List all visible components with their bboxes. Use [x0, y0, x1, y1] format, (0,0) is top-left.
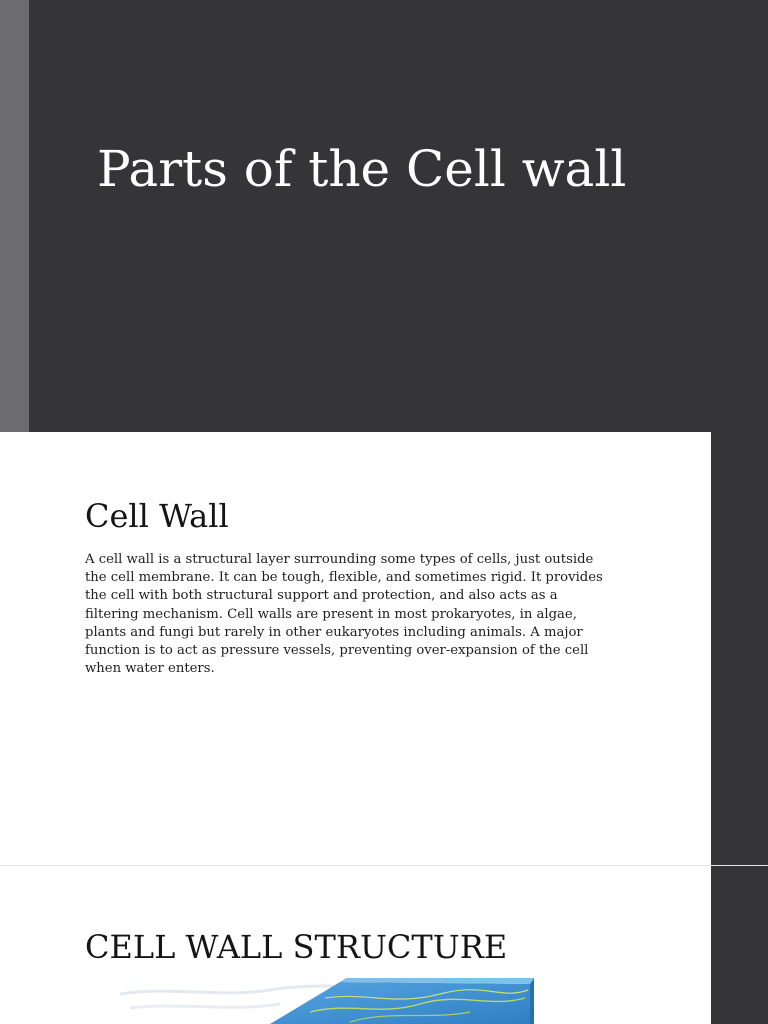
slide-body-text: A cell wall is a structural layer surrounding some types of cells, just outside the cell membrane. It can be tough, flexible, and sometimes rigid. It provides the cell with both structural support and protection, and also acts as a filtering mechanism. Cell walls are present in most prokaryotes, in algae, plants and fungi but rarely in other eukaryotes including animals. A major function is to act as pressure vessels, preventing over-expansion of the cell when water enters. [85, 552, 603, 677]
slide-cell-wall [0, 432, 768, 865]
slide-cell-wall-structure [0, 866, 768, 1024]
cell-wall-diagram-icon [110, 978, 610, 1024]
slide-side-bar [711, 432, 768, 865]
slide-title [0, 0, 768, 432]
slide-side-bar [711, 866, 768, 1024]
slide-heading: Cell Wall [85, 497, 229, 535]
slide-heading: CELL WALL STRUCTURE [85, 928, 508, 966]
slide-accent-strip [0, 0, 29, 432]
slide-title-text: Parts of the Cell wall [97, 140, 627, 198]
